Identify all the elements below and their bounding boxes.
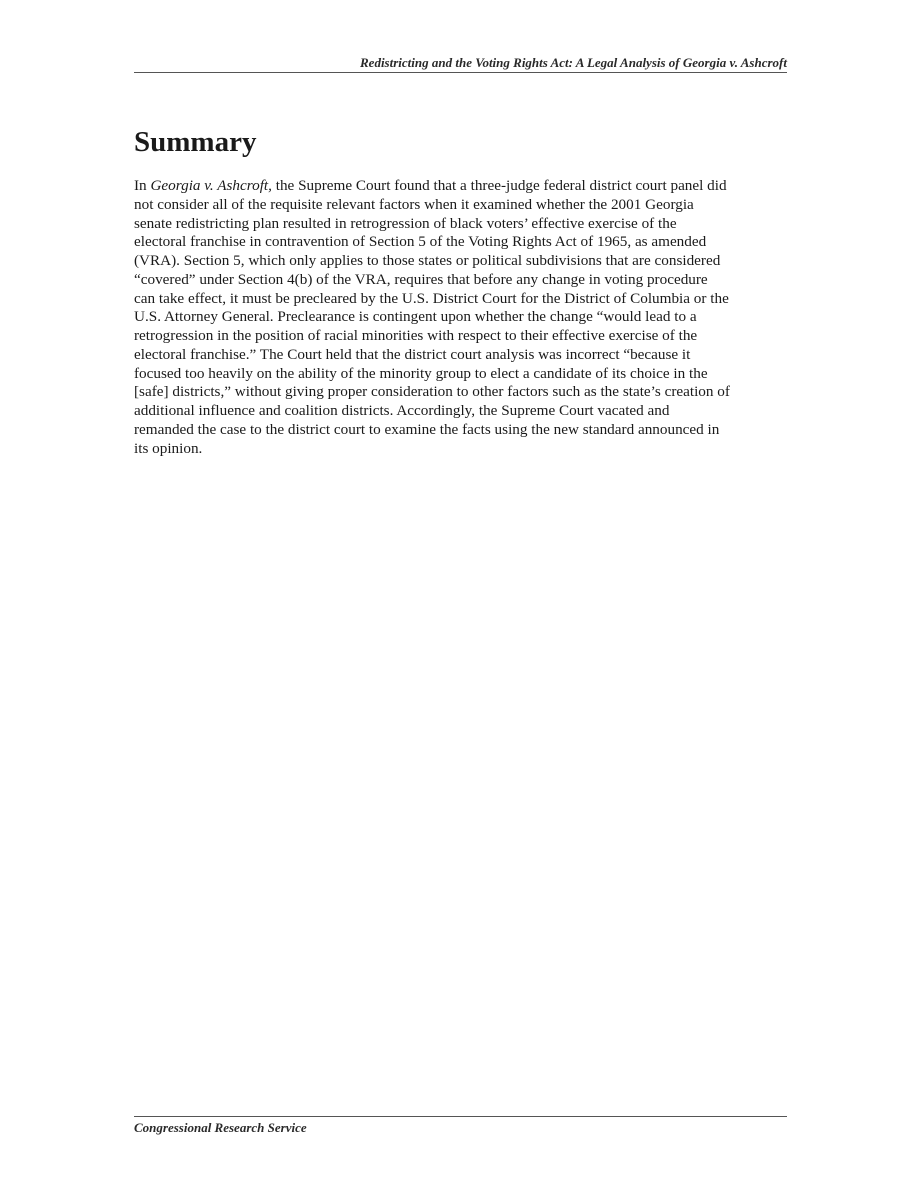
running-header-title: Redistricting and the Voting Rights Act: A Legal Analysis of Georgia v. Ashcroft xyxy=(360,55,787,70)
summary-line: not consider all of the requisite relevant factors when it examined whether the 2001 Georgia xyxy=(134,195,694,213)
summary-line: its opinion. xyxy=(134,439,203,457)
summary-line: remanded the case to the district court to examine the facts using the new standard announced in xyxy=(134,420,720,438)
summary-line: electoral franchise in contravention of Section 5 of the Voting Rights Act of 1965, as amended xyxy=(134,233,707,251)
summary-line: “covered” under Section 4(b) of the VRA, requires that before any change in voting procedure xyxy=(134,270,708,288)
summary-line: additional influence and coalition districts. Accordingly, the Supreme Court vacated and xyxy=(134,402,670,419)
summary-line: senate redistricting plan resulted in retrogression of black voters’ effective exercise of the xyxy=(134,214,677,232)
footer-rule xyxy=(134,1116,787,1117)
summary-line-1-text: the Supreme Court found that a three-judge federal district court panel did xyxy=(271,177,727,194)
summary-line: retrogression in the position of racial minorities with respect to their effective exercise of the xyxy=(134,327,698,344)
summary-line: can take effect, it must be precleared by the U.S. District Court for the District of Columbia or the xyxy=(134,289,729,307)
summary-line: (VRA). Section 5, which only applies to those states or political subdivisions that are considered xyxy=(134,252,721,269)
summary-line: [safe] districts,” without giving proper consideration to other factors such as the state’s creation of xyxy=(134,383,730,401)
page-title: Summary xyxy=(134,126,257,158)
summary-line-1 xyxy=(134,177,789,196)
lead-in: In xyxy=(134,177,151,194)
case-name: Georgia v. Ashcroft, xyxy=(150,177,272,194)
header-rule xyxy=(134,72,787,73)
summary-paragraph xyxy=(134,177,789,458)
summary-line: U.S. Attorney General. Preclearance is contingent upon whether the change “would lead to a xyxy=(134,308,697,326)
running-footer-organization: Congressional Research Service xyxy=(134,1120,307,1135)
summary-line: focused too heavily on the ability of the minority group to elect a candidate of its choice in the xyxy=(134,364,708,382)
summary-line: electoral franchise.” The Court held that the district court analysis was incorrect “because it xyxy=(134,345,691,363)
